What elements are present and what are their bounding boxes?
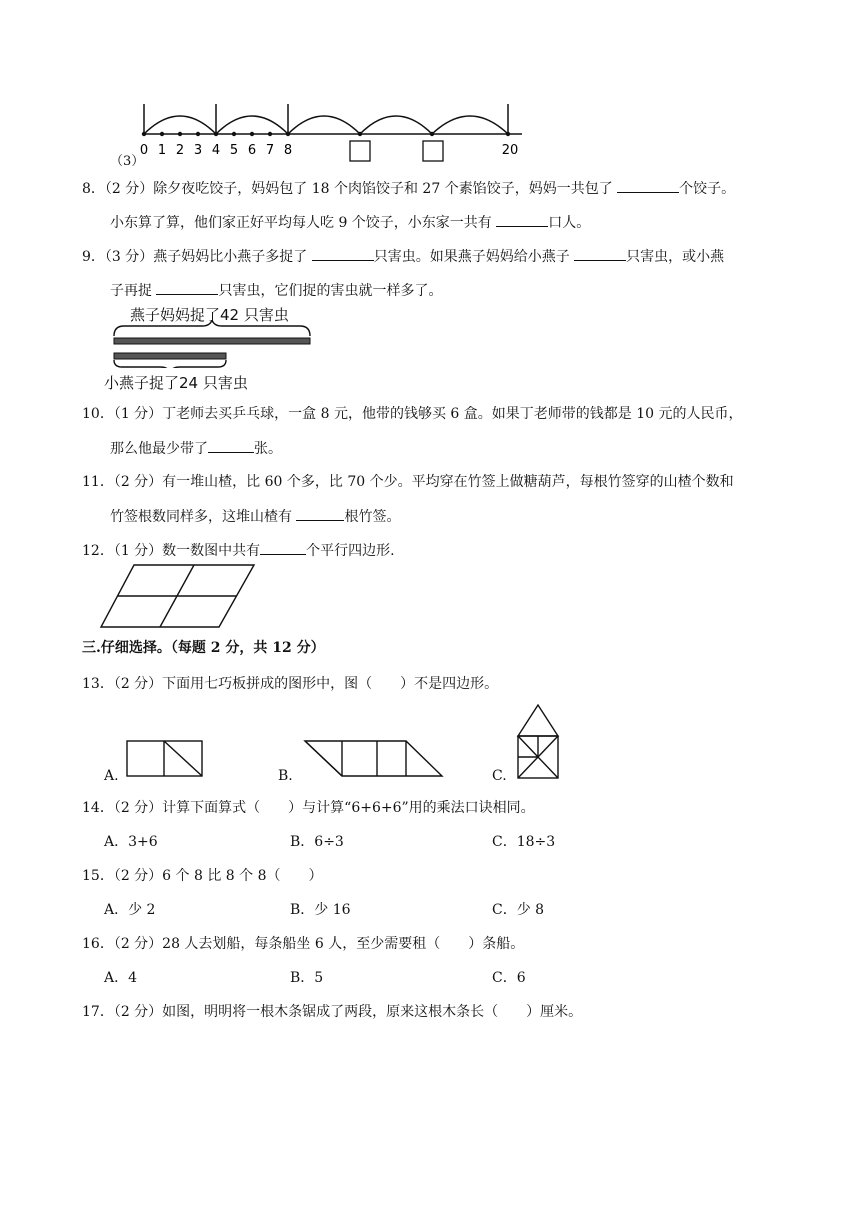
brace-top (114, 320, 310, 336)
option-c[interactable]: C．少 8 (492, 902, 545, 918)
option-b[interactable]: B．少 16 (290, 902, 351, 918)
answer-blank[interactable] (617, 178, 679, 193)
bar-label-chick: 小燕子捉了24 只害虫 (104, 374, 248, 392)
subquestion-label: （3） (110, 154, 145, 169)
q10-text: 那么他最少带了 (110, 441, 208, 457)
tick-label: 0 (139, 143, 149, 158)
tick-label: 3 (193, 143, 203, 158)
question-14: 14．（2 分）计算下面算式（ ）与计算“6+6+6”用的乘法口诀相同。 (82, 800, 535, 816)
tangram-c-icon (512, 702, 564, 782)
answer-blank[interactable] (496, 212, 548, 227)
option-c[interactable]: C．6 (492, 970, 526, 986)
tick-label: 1 (157, 143, 167, 158)
q10-text: 10．（1 分）丁老师去买乒乓球，一盒 8 元，他带的钱够买 6 盒。如果丁老师带的钱都是 10 元的人民币， (82, 406, 743, 422)
question-12 (82, 540, 395, 561)
question-17: 17．（2 分）如图，明明将一根木条锯成了两段，原来这根木条长（ ）厘米。 (82, 1004, 583, 1020)
jump-arc (216, 116, 288, 134)
jump-arc (360, 116, 432, 134)
answer-blank[interactable] (296, 506, 344, 521)
question-10 (82, 404, 743, 424)
option-a[interactable]: A．少 2 (104, 902, 156, 918)
jump-arc (144, 116, 216, 134)
q8-text: 小东算了算，他们家正好平均每人吃 9 个饺子，小东家一共有 (110, 215, 497, 231)
bar-mother (114, 338, 310, 344)
section-3-heading: 三.仔细选择。（每题 2 分，共 12 分） (82, 640, 325, 656)
q12-text: 12．（1 分）数一数图中共有 (82, 543, 261, 559)
question-15: 15．（2 分）6 个 8 比 8 个 8（ ） (82, 868, 323, 884)
q9-text: 9．（3 分）燕子妈妈比小燕子多捉了 (82, 249, 312, 265)
q9-text: 只害虫。如果燕子妈妈给小燕子 (373, 249, 575, 265)
q8-text: 8．（2 分）除夕夜吃饺子，妈妈包了 18 个肉馅饺子和 27 个素馅饺子，妈妈一共包了 (82, 181, 618, 197)
answer-blank[interactable] (312, 246, 374, 261)
tangram-a-icon (124, 738, 206, 780)
bar-label-mother: 燕子妈妈捉了42 只害虫 (130, 306, 289, 324)
q9-text: 只害虫，或小燕 (626, 249, 725, 265)
question-10-line2 (110, 438, 282, 459)
option-b[interactable]: B．6÷3 (290, 834, 344, 850)
question-9 (82, 246, 724, 267)
q10-text: 张。 (254, 441, 282, 457)
bar-diagram (110, 320, 315, 368)
q11-text: 11．（2 分）有一堆山楂，比 60 个多，比 70 个少。平均穿在竹签上做糖葫芦，每根竹签穿的山楂个数和 (82, 474, 734, 490)
answer-box (350, 141, 370, 161)
q9-text: 子再捉 (110, 283, 157, 299)
number-line-figure (100, 96, 540, 168)
q9-text: 只害虫，它们捉的害虫就一样多了。 (218, 283, 443, 299)
question-16: 16．（2 分）28 人去划船，每条船坐 6 人，至少需要租（ ）条船。 (82, 936, 525, 952)
option-a[interactable]: A．3+6 (104, 834, 158, 850)
tick-label: 2 (175, 143, 185, 158)
option-b-label[interactable]: B. (278, 768, 293, 784)
tick-label: 20 (501, 143, 519, 158)
option-a-label[interactable]: A. (104, 768, 119, 784)
tick-label: 8 (283, 143, 293, 158)
q11-text: 根竹签。 (344, 509, 401, 525)
tangram-b-icon (302, 738, 446, 780)
tick-label: 5 (229, 143, 239, 158)
option-c[interactable]: C．18÷3 (492, 834, 556, 850)
question-8-line2 (110, 212, 590, 233)
answer-blank[interactable] (574, 246, 626, 261)
option-b[interactable]: B．5 (290, 970, 324, 986)
q8-text: 个饺子。 (679, 181, 736, 197)
q11-text: 竹签根数同样多，这堆山楂有 (110, 509, 297, 525)
jump-arc (432, 116, 508, 134)
question-13: 13．（2 分）下面用七巧板拼成的图形中，图（ ）不是四边形。 (82, 676, 499, 692)
question-8 (82, 178, 735, 199)
q8-text: 口人。 (548, 215, 591, 231)
option-a[interactable]: A．4 (104, 970, 138, 986)
question-11 (82, 472, 734, 492)
tick-label: 4 (211, 143, 221, 158)
answer-blank[interactable] (260, 540, 306, 555)
tick-label: 6 (247, 143, 257, 158)
answer-blank[interactable] (156, 280, 218, 295)
q12-text: 个平行四边形. (306, 543, 395, 559)
tick-label: 7 (265, 143, 275, 158)
parallelogram-figure (98, 562, 260, 630)
answer-blank[interactable] (208, 438, 254, 453)
jump-arc (288, 116, 360, 134)
brace-bottom (114, 360, 226, 368)
option-c-label[interactable]: C. (492, 768, 507, 784)
bar-chick (114, 353, 226, 359)
question-9-line2 (110, 280, 442, 301)
answer-box (423, 141, 443, 161)
question-11-line2 (110, 506, 400, 527)
